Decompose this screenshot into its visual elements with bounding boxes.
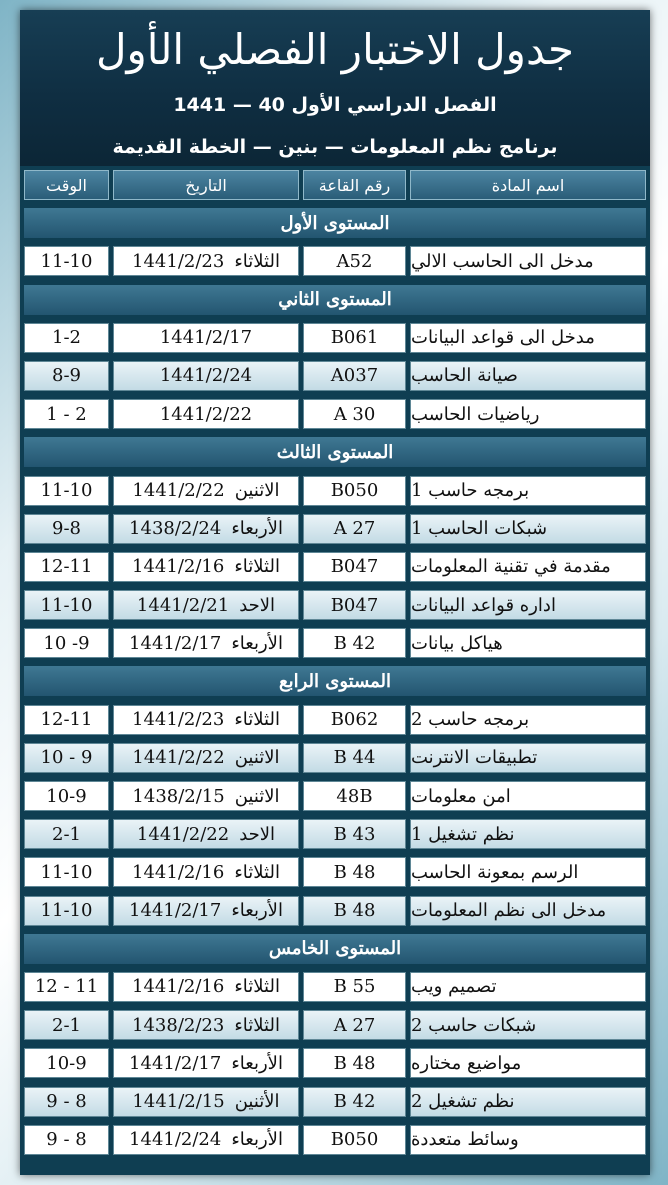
page-title: جدول الاختبار الفصلي الأول — [96, 25, 574, 74]
table-row — [20, 357, 650, 395]
time-cell: 10 -9 — [24, 628, 109, 658]
time-cell: 11-10 — [24, 246, 109, 276]
exam-date: 1441/2/17 — [159, 327, 253, 349]
day-name: الأربعاء — [231, 632, 283, 654]
semester-line: الفصل الدراسي الأول 40 — 1441 — [173, 94, 497, 116]
day-name: الاثنين — [234, 785, 280, 807]
date-value — [132, 786, 279, 807]
table-row — [20, 319, 650, 357]
exam-date: 1441/2/22 — [136, 823, 230, 845]
time-cell: 9-8 — [24, 514, 109, 544]
time-cell: 11-10 — [24, 896, 109, 926]
date-value — [132, 976, 280, 997]
level-title: المستوى الخامس — [24, 934, 646, 964]
exam-date: 1441/2/24 — [129, 1129, 222, 1151]
subject-cell: برمجه حاسب 1 — [410, 476, 646, 506]
exam-date: 1441/2/22 — [159, 403, 253, 425]
date-value — [129, 633, 283, 654]
table-row — [20, 242, 650, 280]
table-row — [20, 968, 650, 1006]
table-row — [20, 892, 650, 930]
date-cell — [113, 896, 299, 926]
room-cell: B062 — [303, 705, 406, 735]
time-cell: 8-9 — [24, 361, 109, 391]
day-name: الثلاثاء — [234, 556, 280, 578]
exam-table — [20, 166, 650, 1159]
column-header-room: رقم القاعة — [303, 170, 406, 200]
room-cell: B050 — [303, 1125, 406, 1155]
date-value — [132, 1091, 279, 1112]
time-cell: 12 - 11 — [24, 972, 109, 1002]
exam-date: 1438/2/24 — [129, 518, 222, 540]
table-row — [20, 701, 650, 739]
subject-cell: الرسم بمعونة الحاسب — [410, 857, 646, 887]
day-name: الثلاثاء — [234, 250, 280, 272]
date-value — [129, 900, 283, 921]
subject-cell: مدخل الى قواعد البيانات — [410, 323, 646, 353]
date-cell — [113, 1087, 299, 1117]
subject-cell: هياكل بيانات — [410, 628, 646, 658]
table-row — [20, 1083, 650, 1121]
day-name: الاحد — [239, 823, 276, 845]
subject-cell: اداره قواعد البيانات — [410, 590, 646, 620]
time-cell: 2-1 — [24, 1010, 109, 1040]
column-header-date: التاريخ — [113, 170, 299, 200]
room-cell: B 48 — [303, 857, 406, 887]
exam-date: 1441/2/17 — [129, 632, 222, 654]
time-cell: 11-10 — [24, 476, 109, 506]
date-value — [132, 1015, 280, 1036]
room-cell: B 48 — [303, 896, 406, 926]
table-header-row — [20, 166, 650, 204]
room-cell: B 43 — [303, 819, 406, 849]
time-cell: 11-10 — [24, 590, 109, 620]
table-row — [20, 586, 650, 624]
subject-cell: مقدمة في تقنية المعلومات — [410, 552, 646, 582]
table-row — [20, 739, 650, 777]
date-value — [129, 518, 283, 539]
time-cell: 9 - 8 — [24, 1087, 109, 1117]
day-name: الأربعاء — [231, 900, 283, 922]
exam-date: 1441/2/16 — [132, 976, 225, 998]
date-cell — [113, 743, 299, 773]
subject-cell: امن معلومات — [410, 781, 646, 811]
date-value — [132, 251, 280, 272]
date-cell — [113, 857, 299, 887]
date-cell — [113, 972, 299, 1002]
room-cell: B050 — [303, 476, 406, 506]
table-row — [20, 815, 650, 853]
level-section-header — [20, 662, 650, 700]
subject-cell: برمجه حاسب 2 — [410, 705, 646, 735]
room-cell: A 27 — [303, 514, 406, 544]
day-name: الاحد — [239, 594, 276, 616]
day-name: الأربعاء — [231, 1052, 283, 1074]
exam-date: 1441/2/15 — [132, 1091, 225, 1112]
time-cell: 1 - 2 — [24, 399, 109, 429]
date-value — [160, 404, 252, 425]
date-cell — [113, 476, 299, 506]
level-title: المستوى الثاني — [24, 285, 646, 315]
exam-date: 1441/2/22 — [132, 480, 225, 501]
program-line: برنامج نظم المعلومات — بنين — الخطة القديمة — [112, 136, 558, 158]
day-name: الأربعاء — [231, 1129, 283, 1151]
subject-cell: نظم تشغيل 2 — [410, 1087, 646, 1117]
level-title: المستوى الأول — [24, 208, 646, 238]
subject-cell: صيانة الحاسب — [410, 361, 646, 391]
time-cell: 1-2 — [24, 323, 109, 353]
date-value — [132, 480, 279, 501]
table-row — [20, 548, 650, 586]
room-cell: 48B — [303, 781, 406, 811]
date-cell — [113, 552, 299, 582]
date-cell — [113, 628, 299, 658]
exam-date: 1441/2/16 — [132, 861, 225, 883]
date-cell — [113, 1048, 299, 1078]
column-header-subject: اسم المادة — [410, 170, 646, 200]
day-name: الاثنين — [234, 747, 280, 769]
subject-cell: مدخل الى الحاسب الالي — [410, 246, 646, 276]
level-title: المستوى الثالث — [24, 437, 646, 467]
date-value — [132, 747, 279, 768]
column-header-time: الوقت — [24, 170, 109, 200]
exam-date: 1441/2/22 — [132, 747, 225, 769]
exam-date: 1441/2/17 — [129, 900, 222, 922]
date-cell — [113, 705, 299, 735]
date-cell — [113, 1125, 299, 1155]
room-cell: B 48 — [303, 1048, 406, 1078]
table-row — [20, 1006, 650, 1044]
date-cell — [113, 590, 299, 620]
exam-date: 1441/2/23 — [132, 250, 225, 272]
level-section-header — [20, 204, 650, 242]
exam-date: 1441/2/17 — [129, 1052, 222, 1074]
room-cell: B 42 — [303, 628, 406, 658]
date-cell — [113, 399, 299, 429]
room-cell: A52 — [303, 246, 406, 276]
time-cell: 2-1 — [24, 819, 109, 849]
table-row — [20, 853, 650, 891]
exam-date: 1441/2/16 — [132, 556, 225, 578]
exam-date: 1438/2/15 — [132, 785, 225, 807]
subject-cell: مواضيع مختاره — [410, 1048, 646, 1078]
table-row — [20, 472, 650, 510]
day-name: الثلاثاء — [234, 709, 280, 731]
date-value — [129, 1129, 283, 1150]
date-cell — [113, 246, 299, 276]
time-cell: 9 - 8 — [24, 1125, 109, 1155]
room-cell: B 42 — [303, 1087, 406, 1117]
table-row — [20, 510, 650, 548]
level-section-header — [20, 281, 650, 319]
subject-cell: وسائط متعددة — [410, 1125, 646, 1155]
table-row — [20, 624, 650, 662]
level-section-header — [20, 930, 650, 968]
room-cell: B 55 — [303, 972, 406, 1002]
time-cell: 10-9 — [24, 1048, 109, 1078]
date-value — [132, 862, 280, 883]
day-name: الاثنين — [234, 480, 280, 501]
time-cell: 12-11 — [24, 552, 109, 582]
exam-date: 1441/2/24 — [159, 365, 253, 387]
day-name: الثلاثاء — [234, 861, 280, 883]
level-title: المستوى الرابع — [24, 666, 646, 696]
room-cell: A 27 — [303, 1010, 406, 1040]
subject-cell: تطبيقات الانترنت — [410, 743, 646, 773]
subject-cell: شبكات الحاسب 1 — [410, 514, 646, 544]
subject-cell: رياضيات الحاسب — [410, 399, 646, 429]
exam-date: 1441/2/21 — [136, 594, 230, 616]
subject-cell: مدخل الى نظم المعلومات — [410, 896, 646, 926]
table-row — [20, 777, 650, 815]
time-cell: 11-10 — [24, 857, 109, 887]
date-value — [137, 824, 275, 845]
date-cell — [113, 361, 299, 391]
date-value — [137, 595, 275, 616]
day-name: الثلاثاء — [234, 1014, 280, 1036]
room-cell: B 44 — [303, 743, 406, 773]
date-value — [132, 556, 280, 577]
date-cell — [113, 514, 299, 544]
exam-date: 1438/2/23 — [132, 1014, 225, 1036]
room-cell: B061 — [303, 323, 406, 353]
level-section-header — [20, 433, 650, 471]
date-cell — [113, 781, 299, 811]
date-cell — [113, 819, 299, 849]
date-value — [160, 365, 252, 386]
date-value — [132, 709, 280, 730]
time-cell: 12-11 — [24, 705, 109, 735]
day-name: الثلاثاء — [234, 976, 280, 998]
day-name: الأربعاء — [231, 518, 283, 540]
table-row — [20, 395, 650, 433]
exam-date: 1441/2/23 — [132, 709, 225, 731]
subject-cell: نظم تشغيل 1 — [410, 819, 646, 849]
date-cell — [113, 323, 299, 353]
date-cell — [113, 1010, 299, 1040]
subject-cell: شبكات حاسب 2 — [410, 1010, 646, 1040]
time-cell: 10-9 — [24, 781, 109, 811]
subject-cell: تصميم ويب — [410, 972, 646, 1002]
table-row — [20, 1044, 650, 1082]
date-value — [160, 327, 252, 348]
room-cell: A 30 — [303, 399, 406, 429]
day-name: الأثنين — [234, 1091, 280, 1112]
room-cell: B047 — [303, 590, 406, 620]
room-cell: B047 — [303, 552, 406, 582]
table-row — [20, 1121, 650, 1159]
room-cell: A037 — [303, 361, 406, 391]
time-cell: 10 - 9 — [24, 743, 109, 773]
date-value — [129, 1053, 283, 1074]
schedule-header — [20, 10, 650, 166]
